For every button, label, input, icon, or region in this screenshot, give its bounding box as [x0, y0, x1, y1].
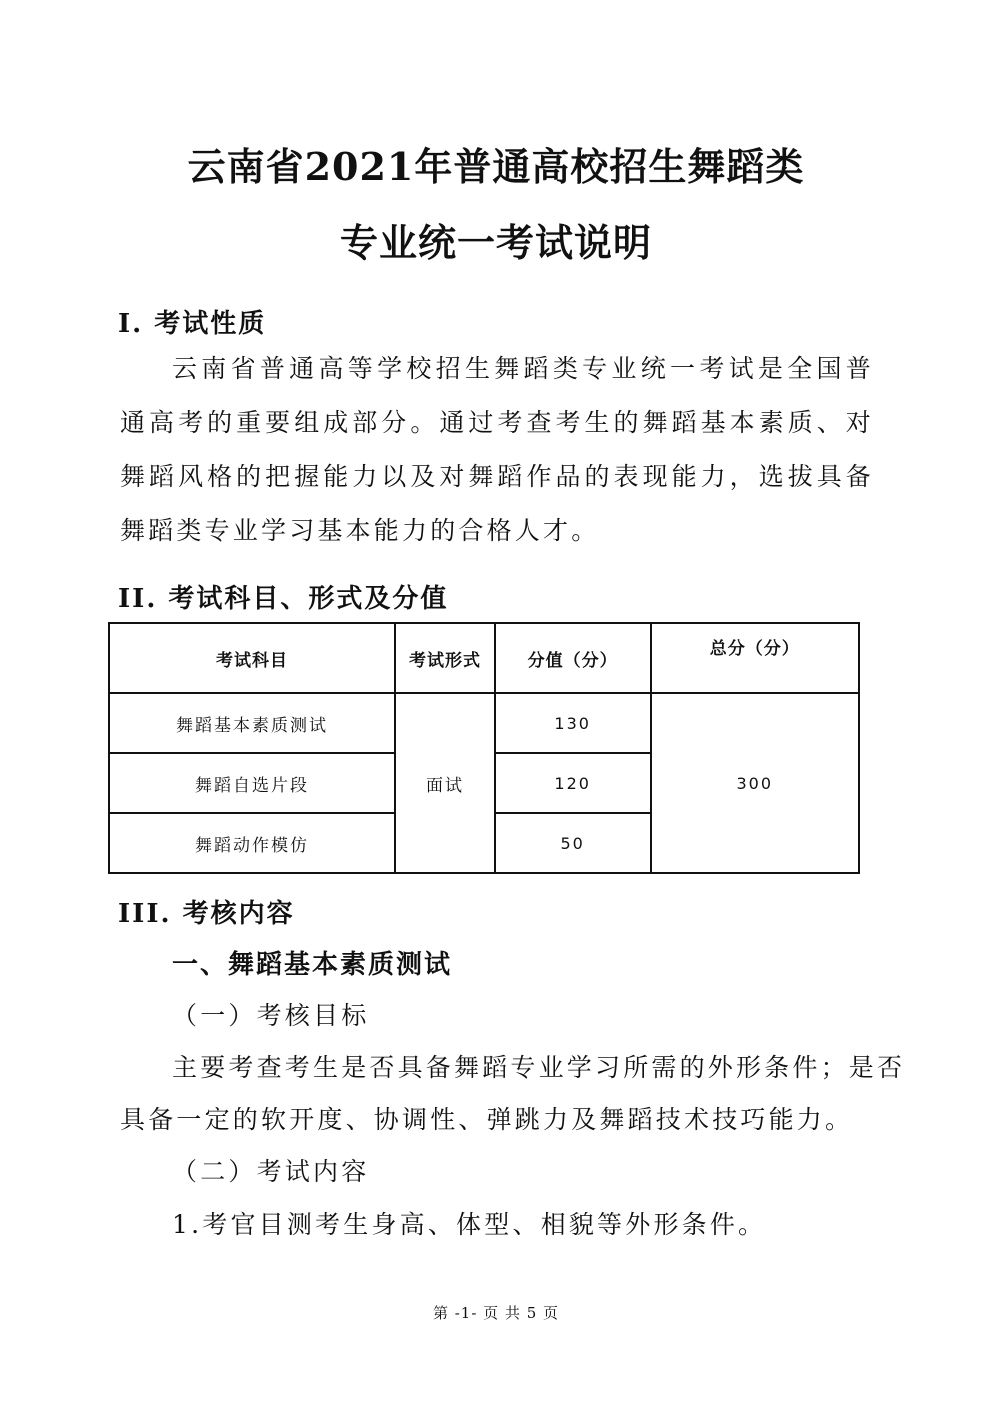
header-form: 考试形式 [395, 623, 495, 693]
section-heading-subjects: II. 考试科目、形式及分值 [118, 584, 449, 614]
goal-text-line-1: 主要考查考生是否具备舞蹈专业学习所需的外形条件；是否 [172, 1053, 906, 1082]
score-cell: 120 [495, 753, 651, 813]
subject-cell: 舞蹈动作模仿 [109, 813, 395, 873]
form-cell: 面试 [395, 693, 495, 873]
page-footer: 第 -1- 页 共 5 页 [432, 1304, 560, 1322]
subject-cell: 舞蹈自选片段 [109, 753, 395, 813]
goal-text-line-2: 具备一定的软开度、协调性、弹跳力及舞蹈技术技巧能力。 [120, 1105, 854, 1134]
header-score: 分值（分） [495, 623, 651, 693]
table-row [109, 693, 859, 753]
content-item-1: 1.考官目测考生身高、体型、相貌等外形条件。 [172, 1210, 767, 1239]
exam-nature-paragraph: 云南省普通高等学校招生舞蹈类专业统一考试是全国普通高考的重要组成部分。通过考查考生的舞蹈基本素质、对舞蹈风格的把握能力以及对舞蹈作品的表现能力，选拔具备舞蹈类专业学习基本能力的合格人才。 [120, 354, 874, 545]
content-heading: （二）考试内容 [172, 1157, 370, 1186]
section-heading-exam-nature: I. 考试性质 [118, 309, 267, 339]
score-cell: 130 [495, 693, 651, 753]
score-table [108, 622, 860, 874]
score-cell: 50 [495, 813, 651, 873]
document-title-line-2: 专业统一考试说明 [339, 220, 652, 265]
header-total: 总分（分） [651, 623, 860, 693]
header-subject: 考试科目 [109, 623, 395, 693]
table-header-row [109, 623, 859, 693]
goal-heading: （一）考核目标 [172, 1001, 370, 1030]
section-heading-content: III. 考核内容 [118, 899, 295, 929]
document-title-line-1: 云南省2021年普通高校招生舞蹈类 [187, 144, 805, 189]
total-cell: 300 [651, 693, 860, 873]
subsection-heading-basic-quality: 一、舞蹈基本素质测试 [172, 950, 453, 980]
subject-cell: 舞蹈基本素质测试 [109, 693, 395, 753]
